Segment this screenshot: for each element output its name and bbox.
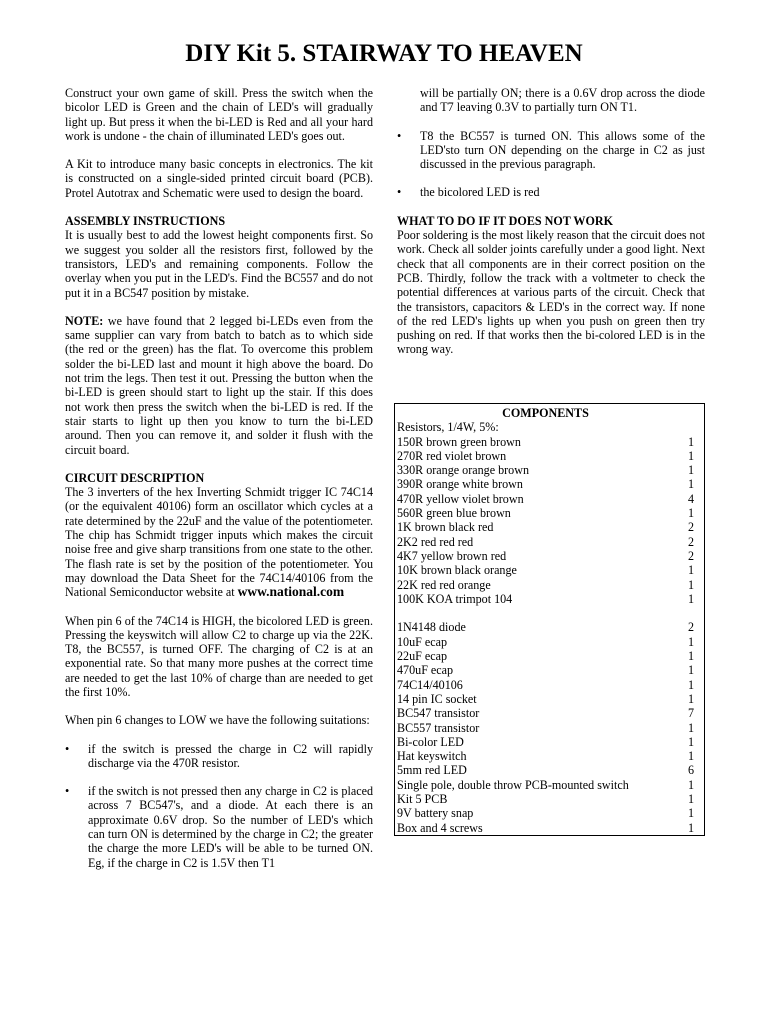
list-spacer bbox=[397, 606, 694, 620]
component-row bbox=[397, 635, 694, 649]
component-row bbox=[397, 649, 694, 663]
troubleshoot-heading: WHAT TO DO IF IT DOES NOT WORK bbox=[397, 213, 614, 228]
component-qty: 7 bbox=[687, 706, 694, 721]
component-qty: 1 bbox=[687, 806, 694, 821]
component-qty: 1 bbox=[687, 477, 694, 492]
assembly-text: It is usually best to add the lowest height components first. So we suggest you solder all the resistors first, followed by the transistors, LED's and remaining components. Follow the overlay when you put in the LED's. Find the BC557 and do not put it in a BC547 position by mistake. bbox=[65, 228, 373, 300]
component-name: 9V battery snap bbox=[397, 806, 474, 821]
components-heading: COMPONENTS bbox=[502, 406, 589, 420]
component-name: 100K KOA trimpot 104 bbox=[397, 591, 513, 606]
component-row bbox=[397, 663, 694, 677]
other-components-list bbox=[397, 620, 694, 834]
component-row bbox=[397, 578, 694, 592]
component-row bbox=[397, 549, 694, 563]
component-row bbox=[397, 678, 694, 692]
component-name: 470uF ecap bbox=[397, 663, 454, 678]
component-name: 1K brown black red bbox=[397, 520, 494, 535]
bullet-t8-on bbox=[397, 129, 705, 172]
component-qty: 1 bbox=[687, 448, 694, 463]
component-name: 560R green blue brown bbox=[397, 506, 511, 521]
component-row bbox=[397, 806, 694, 820]
component-qty: 2 bbox=[687, 534, 694, 549]
component-name: 270R red violet brown bbox=[397, 448, 507, 463]
component-name: 10uF ecap bbox=[397, 634, 448, 649]
components-box bbox=[394, 403, 705, 836]
component-name: Bi-color LED bbox=[397, 734, 464, 749]
component-name: Single pole, double throw PCB-mounted switch bbox=[397, 777, 629, 792]
website-link[interactable]: www.national.com bbox=[237, 584, 345, 600]
note-paragraph bbox=[65, 314, 373, 457]
component-qty: 1 bbox=[687, 506, 694, 521]
page-title: DIY Kit 5. STAIRWAY TO HEAVEN bbox=[185, 40, 583, 67]
bullet-switch-not-pressed bbox=[65, 784, 373, 870]
left-column bbox=[65, 86, 373, 870]
troubleshoot-text: Poor soldering is the most likely reason that the circuit does not work. Check all solder joints carefully under a good light. Next check that all components are in their correct position on the PCB. Thirdly, follow the track with a voltmeter to check the potential differences at various parts of the circuit. Check that the transistors, capacitors & LED's in the correct way. If none of the red LED's lights up when you push on green then try pushing on red. If that works then the bi-colored LED is in the wrong way. bbox=[397, 228, 706, 357]
component-name: 470R yellow violet brown bbox=[397, 491, 524, 506]
component-name: BC557 transistor bbox=[397, 720, 480, 735]
note-label: NOTE: bbox=[65, 313, 104, 328]
bullet-switch-pressed bbox=[65, 742, 373, 771]
component-qty: 1 bbox=[687, 591, 694, 606]
pin6-low-paragraph: When pin 6 changes to LOW we have the following suitations: bbox=[65, 713, 370, 728]
bullet-led-red bbox=[397, 185, 705, 199]
bullet-icon: • bbox=[65, 741, 70, 756]
bullet-text: the bicolored LED is red bbox=[420, 185, 540, 200]
bullet-text: T8 the BC557 is turned ON. This allows some of the LED'sto turn ON depending on the charge in C2 as just discussed in the previous paragraph. bbox=[420, 128, 705, 172]
component-qty: 1 bbox=[687, 720, 694, 735]
component-name: 330R orange orange brown bbox=[397, 463, 529, 478]
right-column bbox=[397, 86, 705, 357]
component-row bbox=[397, 477, 694, 491]
component-row bbox=[397, 763, 694, 777]
assembly-heading: ASSEMBLY INSTRUCTIONS bbox=[65, 214, 226, 229]
component-qty: 1 bbox=[687, 792, 694, 807]
component-row bbox=[397, 721, 694, 735]
component-qty: 1 bbox=[687, 634, 694, 649]
bullet-icon: • bbox=[397, 185, 402, 200]
circuit-text-paragraph bbox=[65, 485, 373, 599]
component-row bbox=[397, 563, 694, 577]
resistors-subheading: Resistors, 1/4W, 5%: bbox=[397, 420, 499, 435]
component-qty: 1 bbox=[687, 434, 694, 449]
circuit-heading: CIRCUIT DESCRIPTION bbox=[65, 470, 205, 485]
component-name: 14 pin IC socket bbox=[397, 691, 477, 706]
component-row bbox=[397, 692, 694, 706]
component-name: 22uF ecap bbox=[397, 649, 448, 664]
pin6-high-paragraph: When pin 6 of the 74C14 is HIGH, the bicolored LED is green. Pressing the keyswitch will allow C2 to charge up via the 22K. T8, the BC557, is turned OFF. The charging of C2 is at an exponential rate. So that many more pushes at the correct time are needed to get the last 10% of charge than are needed to get the first 10%. bbox=[65, 613, 373, 699]
component-row bbox=[397, 706, 694, 720]
component-name: 390R orange white brown bbox=[397, 477, 523, 492]
component-name: Box and 4 screws bbox=[397, 820, 483, 835]
bullet-text: if the switch is pressed the charge in C2 will rapidly discharge via the 470R resistor. bbox=[88, 741, 373, 770]
component-name: 22K red red orange bbox=[397, 577, 491, 592]
component-row bbox=[397, 792, 694, 806]
bullet-icon: • bbox=[397, 128, 402, 143]
component-qty: 2 bbox=[687, 548, 694, 563]
component-row bbox=[397, 735, 694, 749]
component-qty: 1 bbox=[687, 749, 694, 764]
component-row bbox=[397, 506, 694, 520]
component-row bbox=[397, 592, 694, 606]
component-qty: 1 bbox=[687, 577, 694, 592]
component-qty: 1 bbox=[687, 691, 694, 706]
resistor-list bbox=[397, 435, 694, 607]
component-row bbox=[397, 749, 694, 763]
component-row bbox=[397, 463, 694, 477]
bullet-icon: • bbox=[65, 784, 70, 799]
circuit-text: The 3 inverters of the hex Inverting Schmidt trigger IC 74C14 (or the equivalent 40106) form an oscillator which cycles at a rate determined by the 22uF and the value of the potentiometer. The chip has Schmidt trigger inputs which makes the circuit noise free and give sharp transitions from one state to the other. The flash rate is set by the position of the potentiometer. You may download the Data Sheet for the 74C14/40106 from the National Semiconductor website at bbox=[65, 485, 373, 600]
component-qty: 1 bbox=[687, 649, 694, 664]
component-qty: 1 bbox=[687, 820, 694, 835]
component-qty: 2 bbox=[687, 620, 694, 635]
bullet-text: if the switch is not pressed then any charge in C2 is placed across 7 BC547's, and a diode. At each there is an approximate 0.6V drop. So the number of LED's which can turn ON is determined by the charge in C2; the greater the charge the more LED's will be able to be turned ON. Eg, if the charge in C2 is 1.5V then T1 bbox=[88, 784, 373, 870]
component-row bbox=[397, 535, 694, 549]
intro-paragraph: Construct your own game of skill. Press the switch when the bicolor LED is Green and the chain of LED's will gradually light up. But press it when the bi-LED is Red and all your hard work is undone - the chain of illuminated LED's goes out. bbox=[65, 86, 373, 143]
component-qty: 1 bbox=[687, 563, 694, 578]
component-qty: 1 bbox=[687, 663, 694, 678]
component-row bbox=[397, 492, 694, 506]
component-qty: 1 bbox=[687, 463, 694, 478]
component-row bbox=[397, 449, 694, 463]
component-name: BC547 transistor bbox=[397, 706, 480, 721]
bullet-continued-text: will be partially ON; there is a 0.6V drop across the diode and T7 leaving 0.3V to partially turn ON T1. bbox=[420, 86, 705, 115]
note-text: we have found that 2 legged bi-LEDs even from the same supplier can vary from batch to batch as to which side (the red or the green) has the flat. To overcome this problem solder the bi-LED last and mount it high above the board. Do not trim the legs. Then test it out. Pressing the button when the bi-LED is green should start to light up the stair. If this does not work then press the switch when the bi-LED is red. If the stair starts to light up then you know to turn the bi-LED around. Then you can remove it, and solder it flush with the circuit board. bbox=[65, 313, 373, 457]
component-row bbox=[397, 435, 694, 449]
component-name: 2K2 red red red bbox=[397, 534, 474, 549]
component-qty: 2 bbox=[687, 520, 694, 535]
component-qty: 1 bbox=[687, 734, 694, 749]
component-name: 4K7 yellow brown red bbox=[397, 548, 507, 563]
component-name: Hat keyswitch bbox=[397, 749, 467, 764]
component-row bbox=[397, 821, 694, 835]
component-qty: 1 bbox=[687, 677, 694, 692]
component-qty: 6 bbox=[687, 763, 694, 778]
component-name: 74C14/40106 bbox=[397, 677, 463, 692]
component-row bbox=[397, 778, 694, 792]
kit-description: A Kit to introduce many basic concepts in electronics. The kit is constructed on a single-sided printed circuit board (PCB). Protel Autotrax and Schematic were used to design the board. bbox=[65, 157, 373, 200]
component-name: 5mm red LED bbox=[397, 763, 467, 778]
component-name: Kit 5 PCB bbox=[397, 792, 448, 807]
component-qty: 4 bbox=[687, 491, 694, 506]
component-name: 1N4148 diode bbox=[397, 620, 466, 635]
component-name: 10K brown black orange bbox=[397, 563, 517, 578]
component-row bbox=[397, 520, 694, 534]
component-qty: 1 bbox=[687, 777, 694, 792]
component-row bbox=[397, 620, 694, 634]
component-name: 150R brown green brown bbox=[397, 434, 521, 449]
